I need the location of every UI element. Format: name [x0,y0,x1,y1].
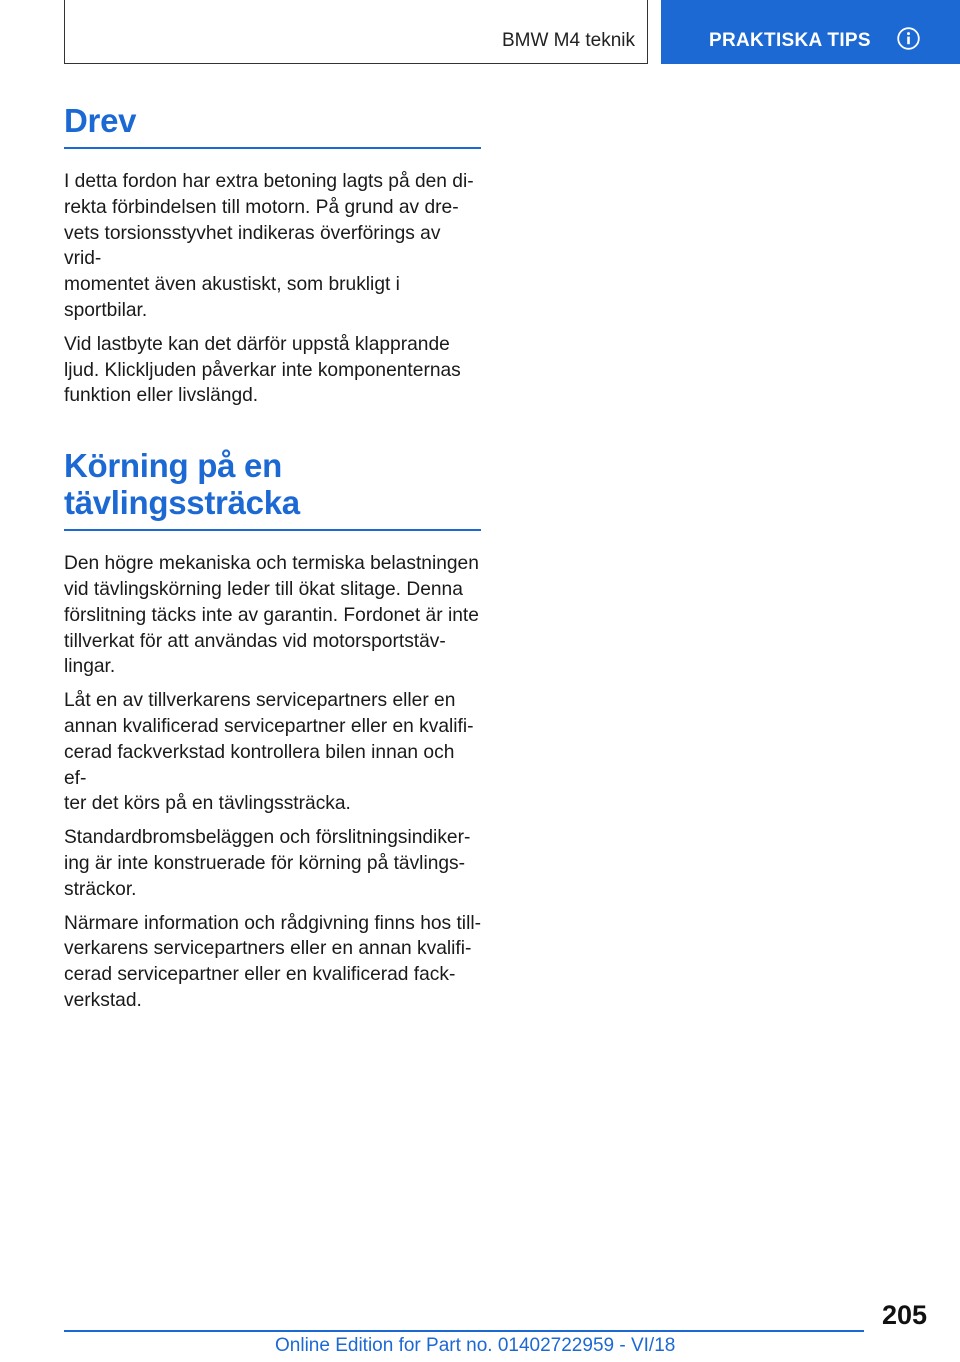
page-number: 205 [881,1300,927,1330]
title-divider [64,529,481,531]
section-title-race-track: Körning på en tävlingssträcka [64,447,300,522]
header-title-box [64,0,648,64]
paragraph: I detta fordon har extra betoning lagts på den di- rekta förbindelsen till motorn. På grund av dre- vets torsionsstyvhet indikeras överförings av vrid- momentet även akustiskt, som brukligt i sportbilar. [64,171,474,321]
footer-divider [64,1330,864,1332]
edition-info: Online Edition for Part no. 01402722959 - VI/18 [275,1335,676,1356]
title-divider [64,147,481,149]
paragraph: Den högre mekaniska och termiska belastningen vid tävlingskörning leder till ökat slitage. Denna förslitning täcks inte av garantin. Fordonet är inte tillverkat för att användas vid motorsportstäv- lingar. [64,553,479,678]
paragraph: Vid lastbyte kan det därför uppstå klapprande ljud. Klickljuden påverkar inte komponenternas funktion eller livslängd. [64,333,461,407]
section-title-drev: Drev [64,102,137,139]
paragraph: Närmare information och rådgivning finns hos till- verkarens servicepartners eller en annan kvalifi- cerad servicepartner eller en kvalificerad fack- verkstad. [64,912,481,1011]
paragraph: Standardbromsbeläggen och förslitningsindiker- ing är inte konstruerade för körning på tävlings- sträckor. [64,827,471,900]
info-icon [897,27,920,50]
main-content [64,102,481,1022]
manual-title: BMW M4 teknik [501,30,635,51]
paragraph: Låt en av tillverkarens servicepartners eller en annan kvalificerad servicepartner eller en kvalifi- cerad fackverkstad kontrollera bilen innan och ef- ter det körs på en tävlingssträcka. [64,690,474,815]
section-label: PRAKTISKA TIPS [709,30,871,51]
section-tab[interactable] [661,0,960,64]
